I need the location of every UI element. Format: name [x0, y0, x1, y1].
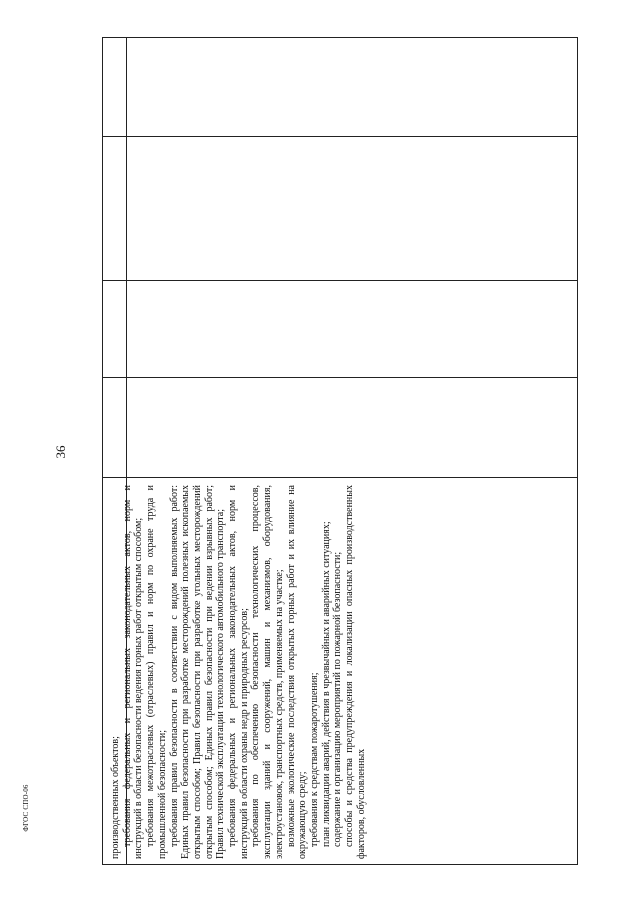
table-row-divider — [102, 477, 578, 478]
table-row-divider — [102, 280, 578, 281]
table-row-divider — [102, 136, 578, 137]
cell-paragraph: требования к средствам пожаротушения; — [308, 672, 320, 847]
page-number: 36 — [53, 445, 68, 459]
cell-paragraph: возможные экологические последствия открытых горных работ и их влияние на окружающую среду; — [285, 485, 309, 859]
cell-paragraph: производственных объектов; — [110, 736, 121, 859]
cell-paragraph: требования межотраслевых (отраслевых) правил и норм по охране труда и промышленной безопасности; — [145, 485, 168, 859]
cell-paragraph: требования по обеспечению безопасности технологических процессов, эксплуатации зданий и сооружений, машин и механизмов, оборудования, электроустановок, транспортных средств, применяемых на участке; — [250, 485, 285, 859]
cell-paragraph: требования правил безопасности в соответствии с видом выполняемых работ: Единых правил безопасности при разработке месторождений полезных ископаемых открытым способом; Правил безопасности при разработке угольных месторождений открытым способом; Единых правил безопасности при ведении взрывных работ; Правил технической эксплуатации технологического автомобильного транспорта; — [168, 485, 227, 859]
table-cell-content — [110, 485, 578, 859]
cell-paragraph: содержание и организацию мероприятий по пожарной безопасности; — [332, 551, 344, 847]
cell-paragraph: требования федеральных и региональных законодательных актов, норм и инструкций в области охраны недр и природных ресурсов; — [227, 485, 250, 859]
cell-paragraph: требования федеральных и региональных законодательных актов, норм и инструкций в области безопасности ведения горных работ открытым способом; — [121, 485, 145, 859]
table-row-divider — [102, 377, 578, 378]
cell-paragraph: способы и средства предупреждения и локализации опасных производственных факторов, обусловленных — [344, 485, 367, 859]
cell-paragraph: план ликвидации аварий, действия в чрезвычайных и аварийных ситуациях; — [320, 521, 332, 847]
footer-code: ФГОС СПО-06 — [22, 784, 30, 832]
